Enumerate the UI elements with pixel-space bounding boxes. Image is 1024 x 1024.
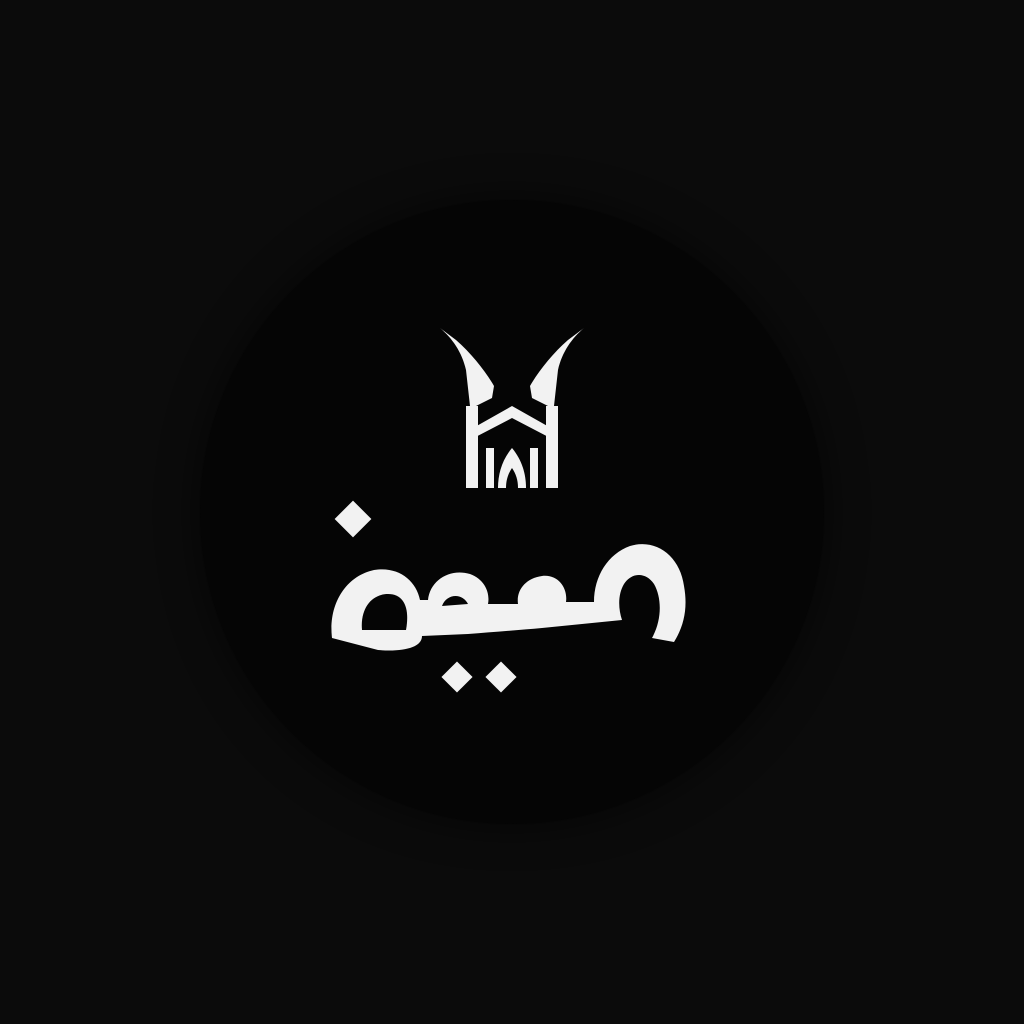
arch-gateway-icon [432,324,592,494]
wordmark-haiba [312,496,712,706]
